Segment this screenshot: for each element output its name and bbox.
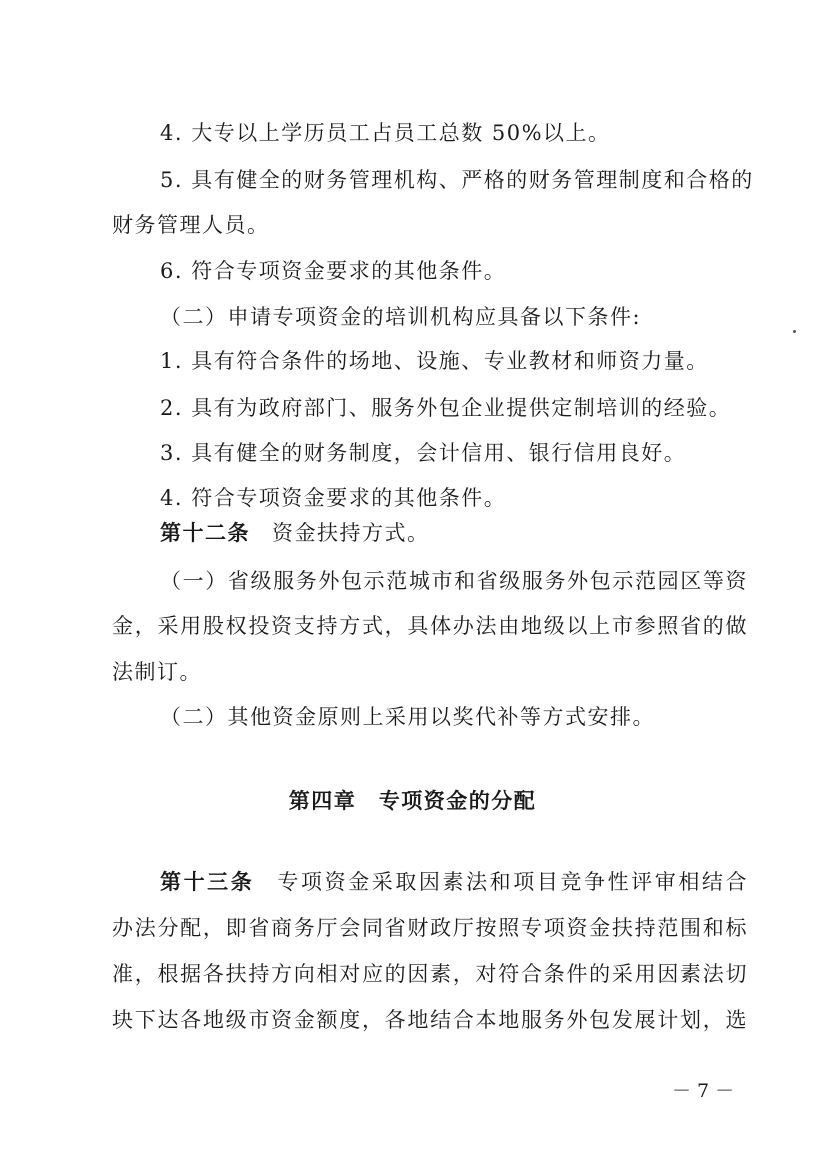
article-12-item-1-line1: （一）省级服务外包示范城市和省级服务外包示范园区等资 bbox=[160, 569, 748, 593]
scan-speck bbox=[793, 330, 796, 333]
article-13-line4: 块下达各地级市资金额度，各地结合本地服务外包发展计划，选 bbox=[112, 1008, 748, 1032]
item-5-finance-line2: 财务管理人员。 bbox=[112, 213, 270, 237]
article-12-title: 资金扶持方式。 bbox=[272, 521, 430, 545]
article-12-item-1-line2: 金，采用股权投资支持方式，具体办法由地级以上市参照省的做 bbox=[112, 614, 748, 638]
training-item-1: 1. 具有符合条件的场地、设施、专业教材和师资力量。 bbox=[160, 349, 709, 373]
article-13-label: 第十三条 bbox=[160, 870, 255, 894]
article-12-line bbox=[160, 518, 748, 548]
training-institution-conditions-heading: （二）申请专项资金的培训机构应具备以下条件: bbox=[160, 305, 642, 329]
item-6-other-conditions: 6. 符合专项资金要求的其他条件。 bbox=[160, 259, 507, 283]
page-number: － 7 － bbox=[672, 1080, 735, 1102]
chapter-4-heading: 第四章 专项资金的分配 bbox=[288, 789, 537, 813]
article-13-text: 专项资金采取因素法和项目竞争性评审相结合 bbox=[276, 870, 749, 894]
article-13-line3: 准，根据各扶持方向相对应的因素，对符合条件的采用因素法切 bbox=[112, 962, 748, 986]
article-12-item-1-line3: 法制订。 bbox=[112, 660, 202, 684]
item-5-finance-line1: 5. 具有健全的财务管理机构、严格的财务管理制度和合格的 bbox=[160, 168, 754, 192]
training-item-4: 4. 符合专项资金要求的其他条件。 bbox=[160, 486, 507, 510]
article-12-item-2: （二）其他资金原则上采用以奖代补等方式安排。 bbox=[160, 705, 655, 729]
article-12-label: 第十二条 bbox=[160, 521, 250, 545]
training-item-2: 2. 具有为政府部门、服务外包企业提供定制培训的经验。 bbox=[160, 396, 732, 420]
training-item-3: 3. 具有健全的财务制度，会计信用、银行信用良好。 bbox=[160, 441, 687, 465]
article-13-line1 bbox=[160, 867, 748, 897]
article-13-line2: 办法分配，即省商务厅会同省财政厅按照专项资金扶持范围和标 bbox=[112, 916, 748, 940]
item-4-staff-education: 4. 大专以上学历员工占员工总数 50%以上。 bbox=[160, 121, 611, 145]
